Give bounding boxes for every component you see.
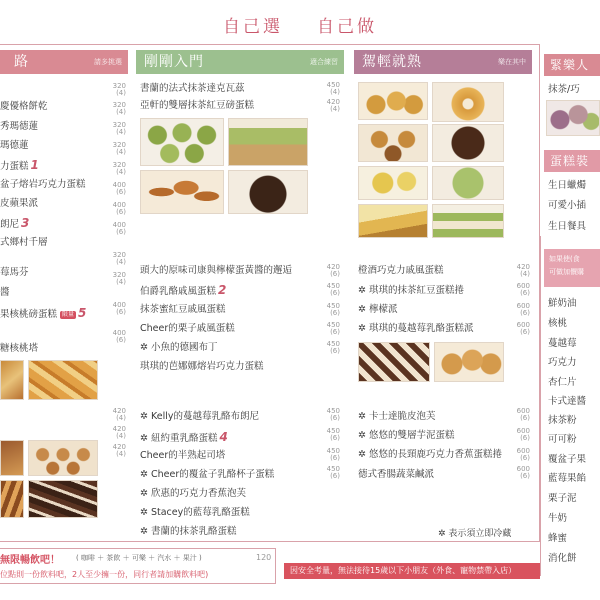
menu-item[interactable]: ✲ 琪琪的抹茶紅豆蛋糕捲 [358, 285, 464, 296]
price: 400 (6) [112, 181, 126, 196]
price: 450 (6) [326, 407, 340, 422]
price: 420 (4) [112, 443, 126, 458]
cake-photo [432, 204, 504, 238]
menu-item[interactable]: 橙酒巧克力戚風蛋糕 [358, 265, 444, 276]
topping-item[interactable]: 杏仁片 [548, 377, 577, 388]
price: 600 (6) [516, 447, 530, 462]
price: 600 (6) [516, 302, 530, 317]
price: 320 (4) [112, 271, 126, 286]
topping-item[interactable]: 核桃 [548, 318, 568, 329]
menu-item[interactable]: ✲ Kelly的蔓越莓乳酪布朗尼 [140, 411, 259, 422]
limited-badge: 限量 [62, 311, 75, 318]
cake-photo [228, 118, 308, 166]
menu-item-label: 朗尼 [0, 219, 20, 230]
cake-photo [358, 82, 428, 120]
column-title: 路 [14, 54, 29, 70]
side-item[interactable]: 生日蠟燭 [548, 180, 587, 191]
price: 420 (4) [326, 98, 340, 113]
menu-item[interactable]: 醬 [0, 287, 10, 298]
topping-notice: 如果使(食 可做加價購 [544, 249, 600, 287]
price: 450 (6) [326, 447, 340, 462]
menu-item[interactable]: 琪琪的芭娜娜熔岩巧克力蛋糕 [140, 361, 264, 372]
menu-item[interactable]: ✲ 檸檬派 [358, 304, 398, 315]
popularity-badge: 2 [218, 283, 227, 297]
price: 420 (4) [112, 425, 126, 440]
topping-item[interactable]: 藍莓果餡 [548, 473, 587, 484]
price: 400 (6) [112, 301, 126, 316]
menu-item[interactable]: 式鄉村千層 [0, 237, 48, 248]
topping-item[interactable]: 消化餅 [548, 553, 577, 564]
cake-photo [358, 124, 428, 162]
menu-item[interactable] [0, 306, 86, 320]
popularity-badge: 1 [30, 158, 39, 172]
topping-item[interactable]: 覆盆子果 [548, 454, 587, 465]
price: 420 (4) [112, 407, 126, 422]
menu-item[interactable]: 書蘭的法式抹茶達克瓦茲 [140, 83, 245, 94]
price: 450 (6) [326, 427, 340, 442]
menu-item[interactable]: ✲ Cheer的覆盆子乳酪杯子蛋糕 [140, 469, 275, 480]
price: 320 (4) [112, 141, 126, 156]
cake-photo [140, 170, 224, 214]
topping-item[interactable]: 巧克力 [548, 357, 577, 368]
price: 400 (6) [112, 329, 126, 344]
column-header-beginner [0, 50, 128, 74]
cake-photo [28, 360, 98, 400]
cake-photo [358, 204, 428, 238]
cake-photo [358, 166, 428, 200]
price: 320 (4) [112, 161, 126, 176]
menu-item[interactable]: ✲ 書蘭的抹茶乳酪蛋糕 [140, 526, 237, 537]
price: 600 (6) [516, 321, 530, 336]
menu-item[interactable]: Cheer的栗子戚風蛋糕 [140, 323, 235, 334]
cake-photo [0, 440, 24, 476]
topping-item[interactable]: 抹茶粉 [548, 415, 577, 426]
topping-item[interactable]: 蔓越莓 [548, 338, 577, 349]
cake-photo [432, 82, 504, 122]
menu-item[interactable]: 德式香腸蔬菜鹹派 [358, 469, 435, 480]
menu-item-label: 力蛋糕 [0, 161, 29, 172]
menu-item[interactable]: 皮蘋果派 [0, 198, 39, 209]
popularity-badge: 3 [21, 216, 30, 230]
price: 600 (6) [516, 282, 530, 297]
cake-photo [432, 166, 504, 200]
menu-item[interactable]: 慶優格餅乾 [0, 101, 48, 112]
popularity-badge: 5 [78, 306, 87, 320]
column-tag: 適合練習 [310, 58, 338, 66]
menu-item[interactable] [140, 283, 226, 297]
side-item[interactable]: 可愛小插 [548, 200, 587, 211]
column-header-advanced [354, 50, 532, 74]
column-tag: 樂在其中 [498, 58, 526, 66]
drink-bar-list: ( 咖啡 ＋ 茶飲 ＋ 可樂 ＋ 汽水 ＋ 果汁 ) [76, 554, 202, 562]
topping-item[interactable]: 鮮奶油 [548, 298, 577, 309]
drink-bar-title: 無限暢飲吧！ [0, 555, 60, 566]
price: 400 (6) [112, 201, 126, 216]
price: 320 (4) [112, 82, 126, 97]
cake-photo [228, 170, 308, 214]
cake-photo [140, 118, 224, 166]
side-item[interactable]: 生日餐具 [548, 221, 587, 232]
cake-photo [28, 440, 98, 476]
price: 420 (4) [516, 263, 530, 278]
menu-item[interactable]: 秀瑪德蓮 [0, 121, 39, 132]
topping-item[interactable]: 卡式達醬 [548, 396, 587, 407]
price: 450 (6) [326, 321, 340, 336]
menu-item[interactable]: 瑪德蓮 [0, 140, 29, 151]
drink-bar-price: 120 [256, 553, 272, 562]
price: 320 (4) [112, 101, 126, 116]
menu-item[interactable]: ✲ 悠悠的雙層芋泥蛋糕 [358, 430, 455, 441]
price: 600 (6) [516, 465, 530, 480]
cake-photo [28, 480, 98, 518]
safety-notice: 因安全考量，無法接待15歲以下小朋友（外食、寵物禁帶入店） [284, 563, 540, 579]
cake-photo [0, 360, 24, 400]
menu-item[interactable]: ✲ Stacey的藍莓乳酪蛋糕 [140, 507, 250, 518]
menu-item[interactable]: ✲ 悠悠的長頸鹿巧克力香蕉蛋糕捲 [358, 449, 502, 460]
price: 450 (6) [326, 302, 340, 317]
menu-item[interactable]: ✲ 卡士達脆皮泡芙 [358, 411, 436, 422]
menu-item[interactable]: ✲ 欣惠的巧克力香蕉泡芙 [140, 488, 246, 499]
price: 450 (6) [326, 282, 340, 297]
menu-item-label: ✲ 紐約重乳酪蛋糕 [140, 433, 218, 444]
title-self-select: 自己選 [223, 17, 283, 37]
column-intermediate [136, 50, 344, 74]
menu-item[interactable]: 盆子熔岩巧克力蛋糕 [0, 179, 86, 190]
menu-item[interactable]: 莓馬芬 [0, 267, 29, 278]
menu-item[interactable]: Cheer的半熟起司塔 [140, 450, 226, 461]
menu-item[interactable]: ✲ 小魚的德國布丁 [140, 342, 218, 353]
menu-item[interactable]: 糖核桃塔 [0, 343, 39, 354]
cake-photo [546, 100, 600, 136]
topping-item[interactable]: 蜂蜜 [548, 533, 568, 544]
menu-item[interactable] [0, 158, 39, 172]
price: 450 (6) [326, 465, 340, 480]
side-item[interactable]: 抹茶/巧 [548, 84, 580, 95]
menu-item-label: 伯爵乳酪戚風蛋糕 [140, 286, 217, 297]
cake-photo [0, 480, 24, 518]
right-header-decoration: 蛋糕裝 [544, 150, 600, 172]
topping-item[interactable]: 可可粉 [548, 434, 577, 445]
cake-photo [432, 124, 504, 162]
menu-item[interactable]: 頭大的原味司康與檸檬蛋黃醬的邂逅 [140, 265, 293, 276]
column-beginner [0, 50, 128, 74]
price: 400 (6) [112, 221, 126, 236]
price: 450 (4) [326, 81, 340, 96]
column-header-intermediate [136, 50, 344, 74]
price: 600 (6) [516, 427, 530, 442]
topping-item[interactable]: 栗子泥 [548, 493, 577, 504]
page-title [0, 12, 600, 37]
menu-item[interactable]: 抹茶蜜紅豆戚風蛋糕 [140, 304, 226, 315]
drink-bar-note: 位點則一份飲料吧，2人至少擁一份，同行者請加購飲料吧) [0, 570, 209, 579]
menu-item[interactable] [0, 216, 29, 230]
price: 600 (6) [516, 407, 530, 422]
menu-item-label: 果核桃磅蛋糕 [0, 309, 58, 320]
price: 320 (4) [112, 251, 126, 266]
menu-item[interactable]: ✲ 琪琪的蔓越莓乳酪蛋糕派 [358, 323, 474, 334]
topping-item[interactable]: 牛奶 [548, 513, 568, 524]
price: 320 (4) [112, 121, 126, 136]
column-title: 駕輕就熟 [362, 54, 422, 70]
right-header-happy: 緊樂人 [544, 54, 600, 76]
refrigerate-note: ✲ 表示須立即冷藏 [438, 529, 512, 539]
cake-photo [358, 342, 430, 382]
menu-item[interactable]: 亞軒的雙層抹茶紅豆磅蛋糕 [140, 100, 255, 111]
menu-item[interactable] [140, 430, 228, 444]
price: 420 (6) [326, 263, 340, 278]
popularity-badge: 4 [219, 430, 228, 444]
title-self-make: 自己做 [317, 17, 377, 37]
cake-photo [434, 342, 504, 382]
price: 450 (6) [326, 340, 340, 355]
column-title: 剛剛入門 [144, 54, 204, 70]
column-advanced [354, 50, 532, 74]
column-tag: 請多挑選 [94, 58, 122, 66]
